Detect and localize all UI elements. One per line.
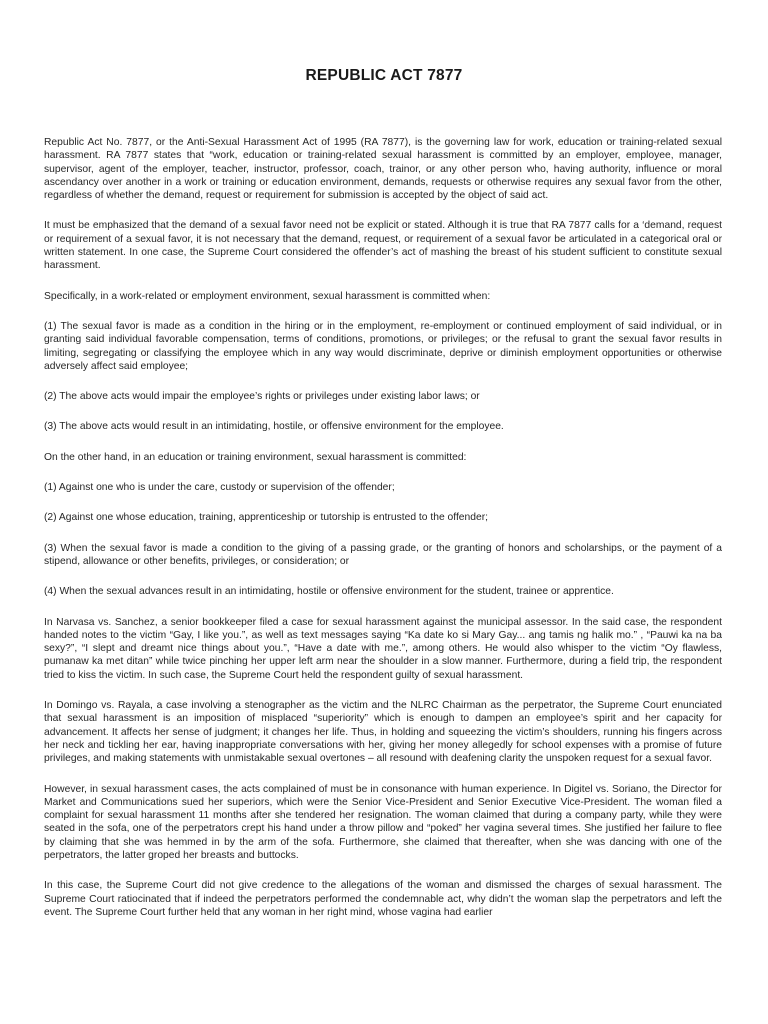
paragraph-education-item-3: (3) When the sexual favor is made a condition to the giving of a passing grade, or the granting of honors and scholarships, or the payment of a stipend, allowance or other benefits, privileges, or consideration; or: [44, 542, 722, 567]
paragraph-work-item-3: (3) The above acts would result in an intimidating, hostile, or offensive environment for the employee.: [44, 421, 504, 433]
paragraph-digitel-case: However, in sexual harassment cases, the acts complained of must be in consonance with human experience. In Digitel vs. Soriano, the Director for Market and Communications sued her superiors, which were the Senior Vice-President and Senior Executive Vice-President. The woman filed a complaint for sexual harassment 11 months after she tendered her resignation. The woman claimed that during a company party, while they were seated in the sofa, one of the perpetrators crept his hand under a throw pillow and “poked” her vagina several times. She justified her failure to flee by claiming that she was hemmed in by the arm of the sofa. Furthermore, she claimed that thereafter, when she was dancing with one of the perpetrators, the latter groped her breasts and buttocks.: [44, 783, 722, 861]
paragraph-explicit-demand: It must be emphasized that the demand of a sexual favor need not be explicit or stated. Although it is true that RA 7877 calls for a ‘demand, request or requirement of a sexual favor, it is not necessary that the demand, request, or requirement of a sexual favor be articulated in a categorical oral or written statement. In one case, the Supreme Court considered the offender’s act of mashing the breast of his student sufficient to constitute sexual harassment.: [44, 220, 722, 272]
paragraph-education-item-2: (2) Against one whose education, training, apprenticeship or tutorship is entrusted to the offender;: [44, 512, 488, 524]
paragraph-education-item-4: (4) When the sexual advances result in an intimidating, hostile or offensive environment for the student, trainee or apprentice.: [44, 586, 614, 598]
paragraph-intro: Republic Act No. 7877, or the Anti-Sexual Harassment Act of 1995 (RA 7877), is the governing law for work, education or training-related sexual harassment. RA 7877 states that “work, education or training-related sexual harassment is committed by an employer, employee, manager, supervisor, agent of the employer, teacher, instructor, professor, coach, trainor, or any other person who, having authority, influence or moral ascendancy over another in a work or training or education environment, demands, requests or otherwise requires any sexual favor from the other, regardless of whether the demand, request or requirement for submission is accepted by the object of said act.: [44, 137, 722, 202]
paragraph-education-lead: On the other hand, in an education or training environment, sexual harassment is committed:: [44, 451, 467, 463]
document-title: REPUBLIC ACT 7877: [305, 67, 463, 84]
paragraph-work-environment-lead: Specifically, in a work-related or employment environment, sexual harassment is committed when:: [44, 290, 491, 302]
paragraph-domingo-case: In Domingo vs. Rayala, a case involving a stenographer as the victim and the NLRC Chairman as the perpetrator, the Supreme Court enunciated that sexual harassment is an imposition of misplaced “superiority” which is enough to dampen an employee’s spirit and her capacity for advancement. It affects her sense of judgment; it changes her life. Thus, in holding and squeezing the victim’s shoulders, running his fingers across her neck and tickling her ear, having inappropriate conversations with her, giving her money allegedly for school expenses with a promise of future privileges, and making statements with unmistakable sexual overtones – all resound with deafening clarity the unspoken request for a sexual favor.: [44, 700, 722, 765]
document-body: [44, 136, 722, 936]
paragraph-education-item-1: (1) Against one who is under the care, custody or supervision of the offender;: [44, 482, 395, 494]
paragraph-ruling: In this case, the Supreme Court did not give credence to the allegations of the woman and dismissed the charges of sexual harassment. The Supreme Court ratiocinated that if indeed the perpetrators performed the condemnable act, why didn’t the woman slap the perpetrators and left the event. The Supreme Court further held that any woman in her right mind, whose vagina had earlier: [44, 880, 722, 918]
paragraph-narvasa-case: In Narvasa vs. Sanchez, a senior bookkeeper filed a case for sexual harassment against the municipal assessor. In the said case, the respondent handed notes to the victim “Gay, I like you.”, as well as text messages saying “Ka date ko si Mary Gay... ang tamis ng halik mo.” , “Pauwi ka na ba sexy?”, “I slept and dreamt nice things about you.”, “Have a date with me.”, among others. He would also whisper to the victim “Oy flawless, pumanaw ka met ditan” while twice pinching her upper left arm near the shoulder in a slow manner. Furthermore, during a field trip, the respondent tried to kiss the victim. In such case, the Supreme Court held the respondent guilty of sexual harassment.: [44, 616, 722, 681]
paragraph-work-item-2: (2) The above acts would impair the employee’s rights or privileges under existing labor laws; or: [44, 391, 480, 403]
paragraph-work-item-1: (1) The sexual favor is made as a condition in the hiring or in the employment, re-employment or continued employment of said individual, or in granting said individual favorable compensation, terms of conditions, promotions, or privileges; or the refusal to grant the sexual favor results in limiting, segregating or classifying the employee which in any way would discriminate, deprive or diminish employment opportunities or otherwise adversely affect said employee;: [44, 320, 722, 372]
